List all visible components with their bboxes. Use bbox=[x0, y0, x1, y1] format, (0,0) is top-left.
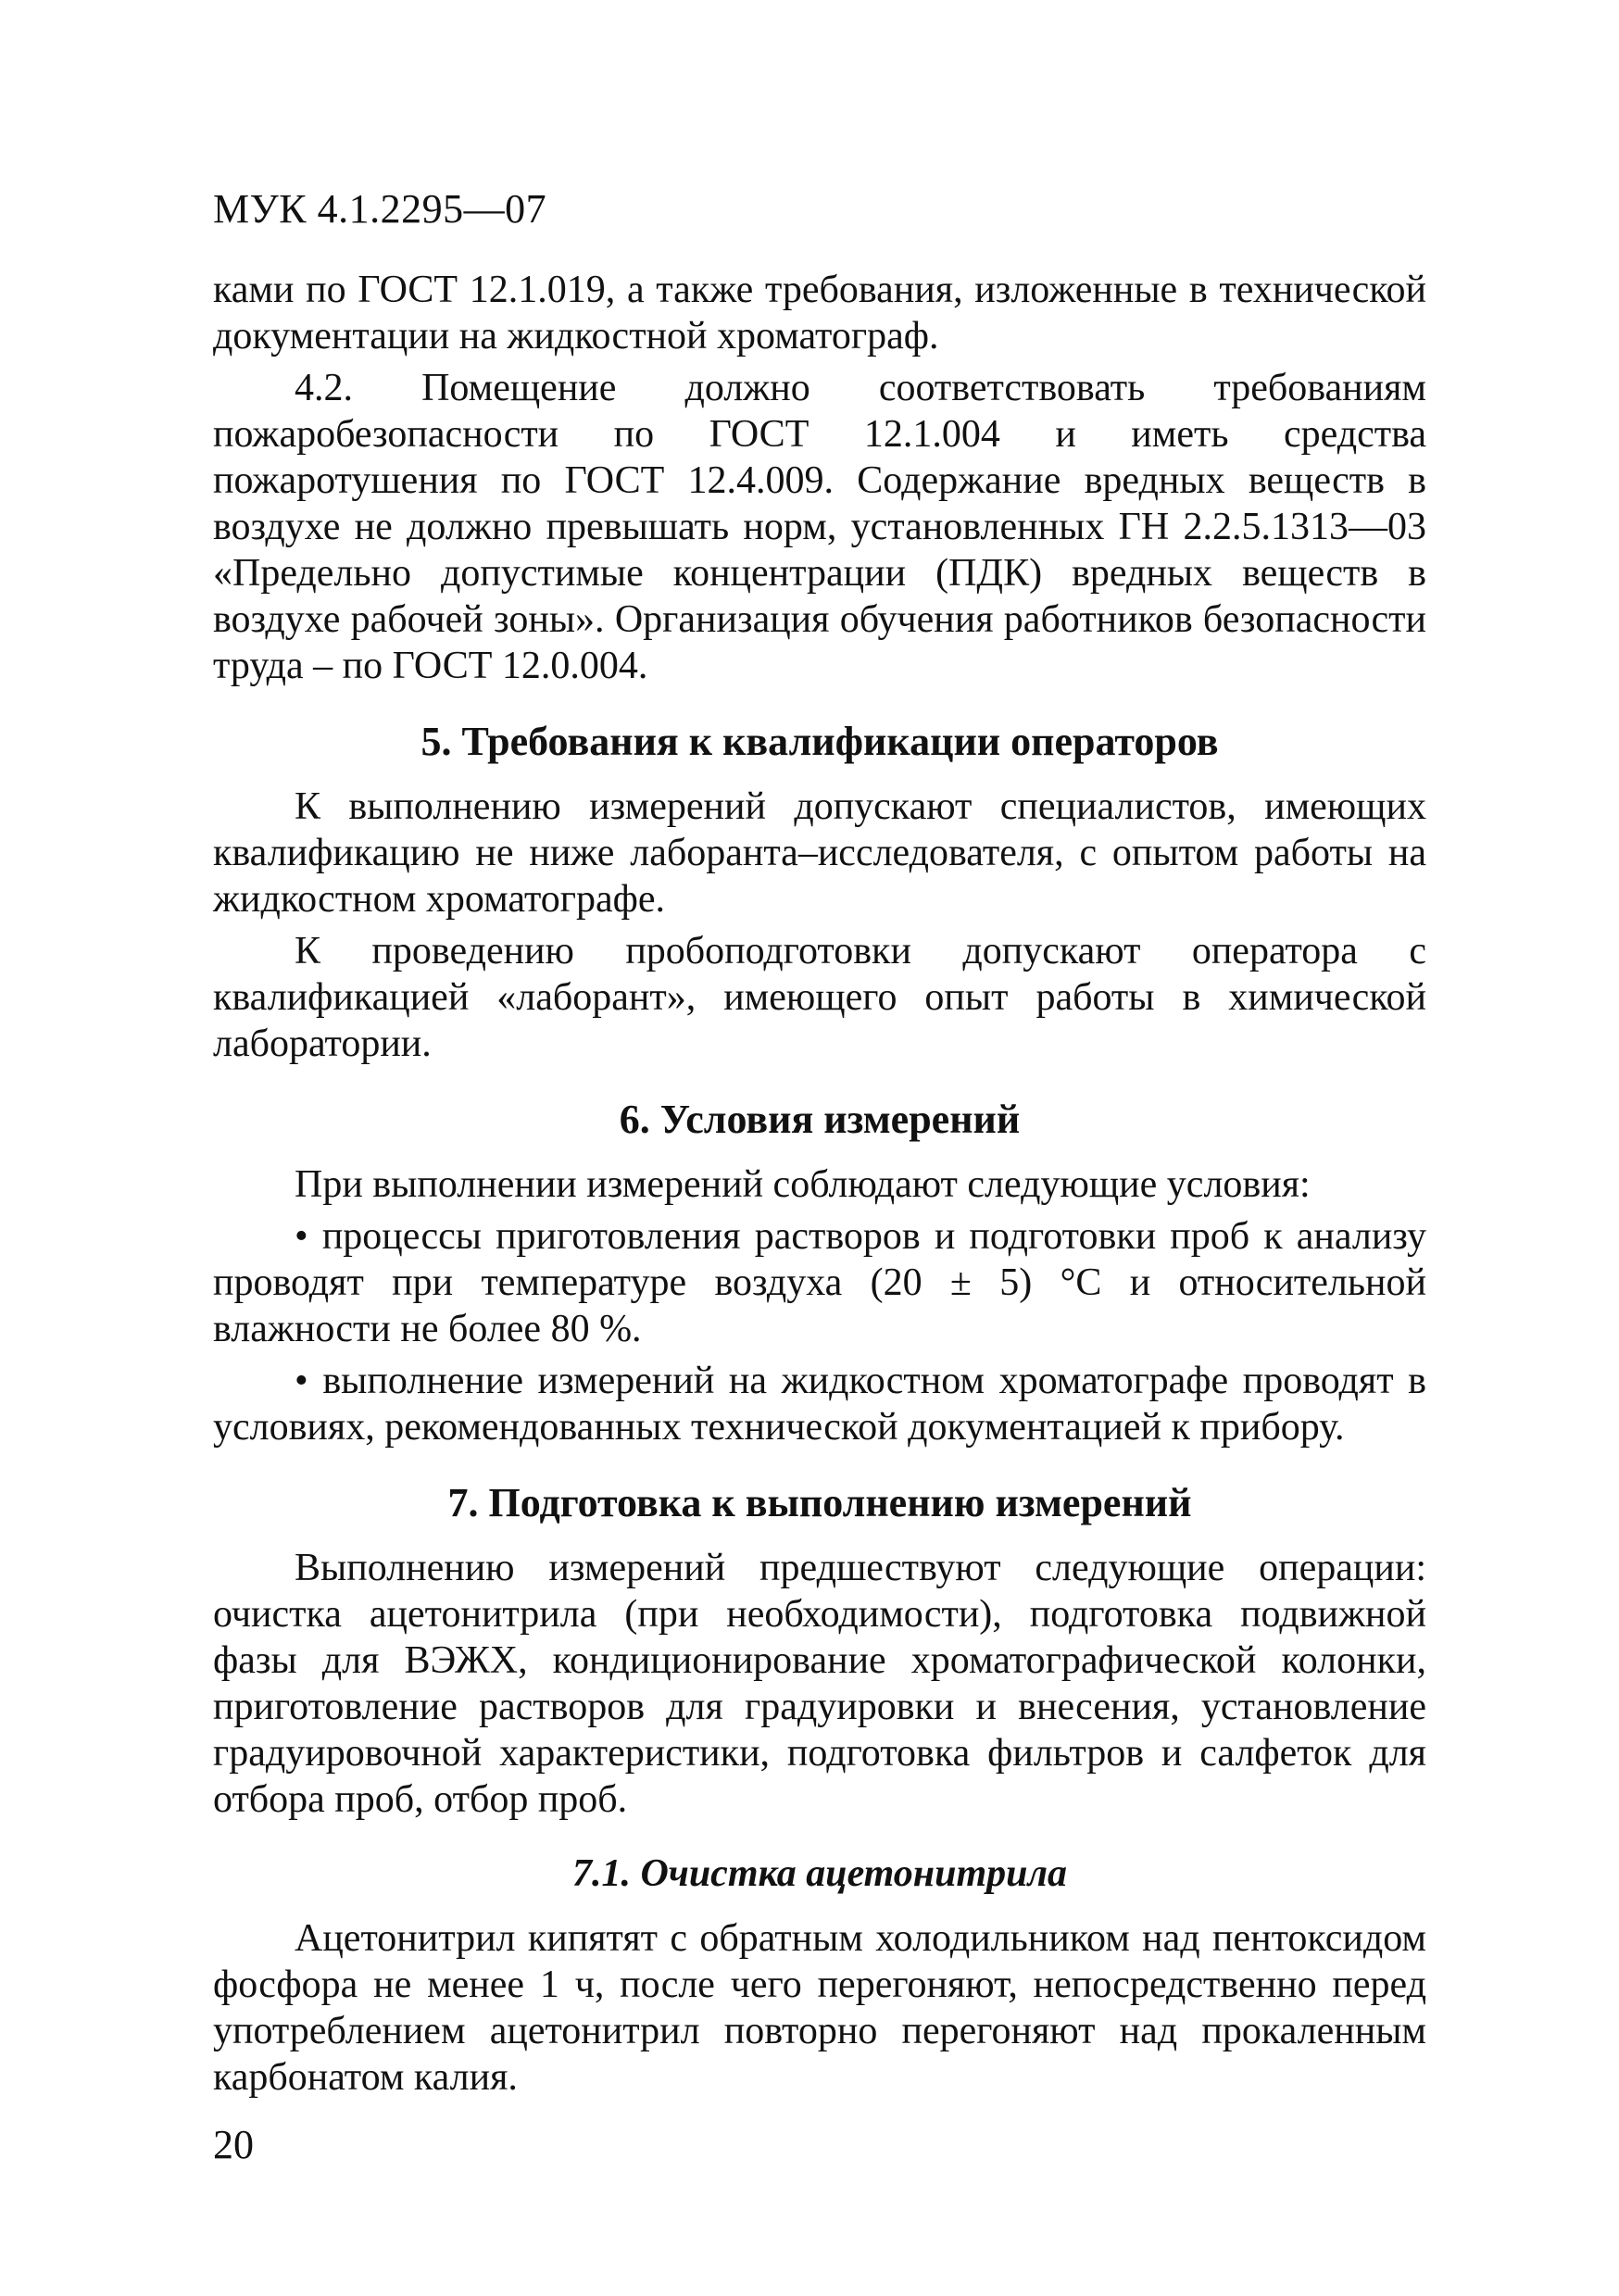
section-5-paragraph-2: К проведению пробоподготовки допускают оператора с квалификацией «лаборант», имеющего опыт работы в химической лаборатории. bbox=[213, 930, 1426, 1065]
section-6-paragraph-1: При выполнении измерений соблюдают следующие условия: bbox=[295, 1163, 1311, 1206]
bullet-icon: • bbox=[295, 1360, 308, 1402]
section-6-bullet-1 bbox=[213, 1213, 1426, 1352]
section-7-heading: 7. Подготовка к выполнению измерений bbox=[447, 1480, 1192, 1525]
subsection-7-1-paragraph: Ацетонитрил кипятят с обратным холодильником над пентоксидом фосфора не менее 1 ч, после чего перегоняют, непосредственно перед употреблением ацетонитрил повторно перегоняют над прокаленным карбонатом калия. bbox=[213, 1917, 1426, 2099]
continued-paragraph: ками по ГОСТ 12.1.019, а также требования, изложенные в технической документации на жидкостной хроматограф. bbox=[213, 269, 1426, 358]
bullet-icon: • bbox=[295, 1215, 308, 1258]
section-5-heading: 5. Требования к квалификации операторов bbox=[420, 719, 1219, 764]
text-column bbox=[213, 267, 1426, 2106]
bullet-2-text: выполнение измерений на жидкостном хроматографе проводят в условиях, рекомендованных технической документацией к прибору. bbox=[213, 1360, 1427, 1449]
paragraph-4-2: 4.2. Помещение должно соответствовать требованиям пожаробезопасности по ГОСТ 12.1.004 и иметь средства пожаротушения по ГОСТ 12.4.009. Содержание вредных веществ в воздухе не должно превышать норм, установленных ГН 2.2.5.1313—03 «Предельно допустимые концентрации (ПДК) вредных веществ в воздухе рабочей зоны». Организация обучения работников безопасности труда – по ГОСТ 12.0.004. bbox=[213, 367, 1426, 687]
section-7-paragraph-1: Выполнению измерений предшествуют следующие операции: очистка ацетонитрила (при необходимости), подготовка подвижной фазы для ВЭЖХ, кондиционирование хроматографической колонки, приготовление растворов для градуировки и внесения, установление градуировочной характеристики, подготовка фильтров и салфеток для отбора проб, отбор проб. bbox=[213, 1547, 1426, 1821]
page-number: 20 bbox=[213, 2122, 254, 2167]
section-5-paragraph-1: К выполнению измерений допускают специалистов, имеющих квалификацию не ниже лаборанта–исследователя, с опытом работы на жидкостном хроматографе. bbox=[213, 785, 1426, 921]
running-header: МУК 4.1.2295—07 bbox=[213, 186, 547, 232]
section-6-bullet-2 bbox=[213, 1358, 1426, 1450]
subsection-7-1-heading: 7.1. Очистка ацетонитрила bbox=[571, 1852, 1068, 1895]
section-6-heading: 6. Условия измерений bbox=[619, 1097, 1021, 1142]
bullet-1-text: процессы приготовления растворов и подготовки проб к анализу проводят при температуре воздуха (20 ± 5) °С и относительной влажности не более 80 %. bbox=[213, 1215, 1427, 1350]
